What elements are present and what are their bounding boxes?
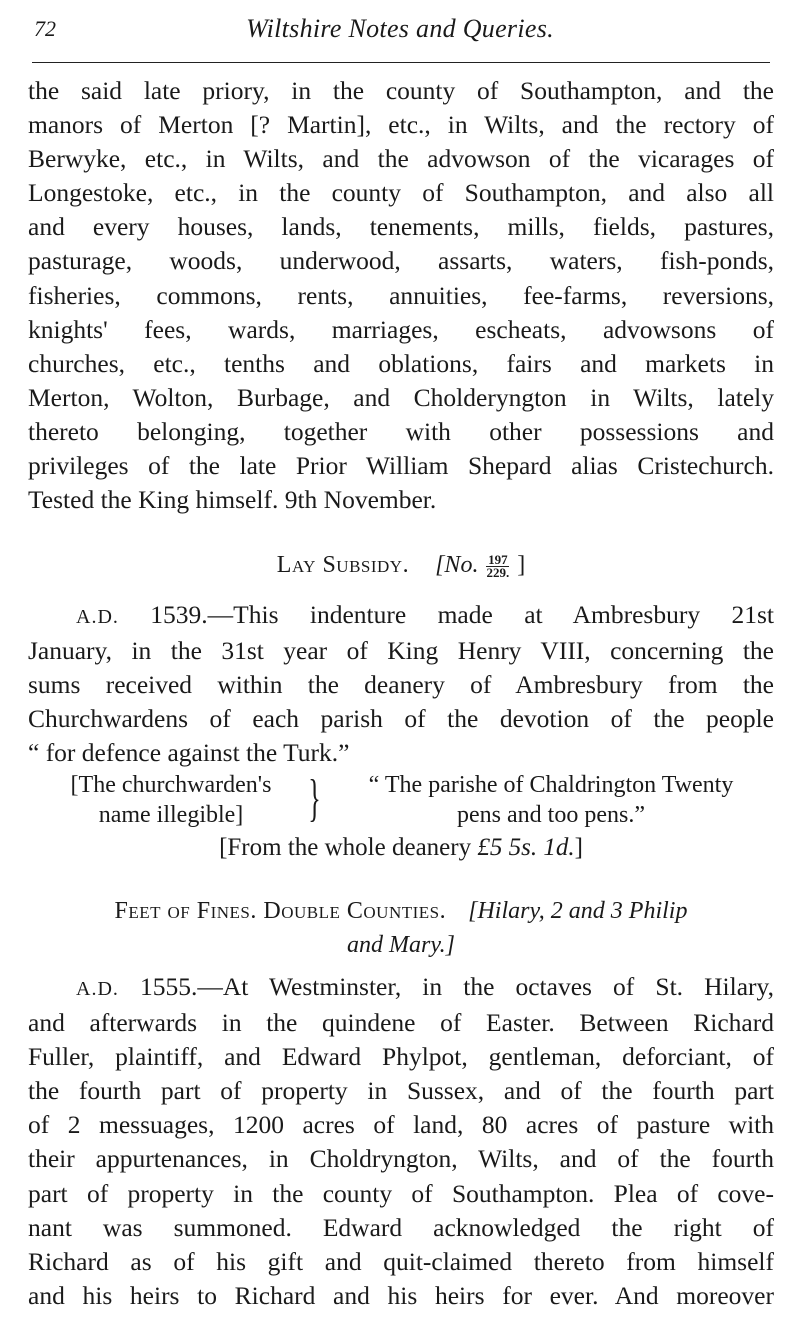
fines-heading-ref-line-2: and Mary.]	[347, 932, 455, 958]
text-line: the said late priory, in the county of Southampton, and the	[28, 76, 774, 105]
deanery-total	[28, 834, 774, 862]
heading-ref-suffix: ]	[517, 552, 526, 578]
text-line: churches, etc., tenths and oblations, fairs and markets in	[28, 348, 774, 378]
document-reference-fraction	[486, 551, 510, 580]
lay-subsidy-first-line-text: 1539.—This indenture made at Ambresbury 21st	[118, 600, 774, 629]
text-line: Richard as of his gift and quit-claimed thereto from himself	[28, 1246, 774, 1276]
ref-denominator: 229.	[486, 564, 510, 580]
brace-symbol: }	[308, 770, 321, 827]
text-line: privileges of the late Prior William Shepard alias Cristechurch.	[28, 451, 774, 481]
text-line: sums received within the deanery of Ambresbury from the	[28, 670, 774, 700]
text-line: knights' fees, wards, marriages, escheats, advowsons of	[28, 314, 774, 344]
parish-payment-note	[328, 770, 774, 830]
text-line: the fourth part of property in Sussex, and of the fourth part	[28, 1076, 774, 1106]
text-line: manors of Merton [? Martin], etc., in Wilts, and the rectory of	[28, 110, 774, 140]
text-line: Longestoke, etc., in the county of Southampton, and also all	[28, 178, 774, 208]
text-line: nant was summoned. Edward acknowledged the right of	[28, 1212, 774, 1242]
total-suffix: ]	[574, 834, 583, 861]
page-number: 72	[34, 16, 56, 41]
total-prefix: [From the whole deanery	[219, 834, 478, 861]
fines-heading-label: Feet of Fines. Double Counties.	[114, 898, 447, 924]
journal-title: Wiltshire Notes and Queries.	[246, 14, 554, 43]
heading-ref-prefix: [No.	[435, 552, 479, 578]
text-line: “ for defence against the Turk.”	[28, 738, 350, 768]
continuation-paragraph	[28, 74, 774, 517]
text-line: and his heirs to Richard and his heirs for ever. And moreover	[28, 1280, 774, 1310]
lay-subsidy-paragraph	[28, 598, 774, 770]
text-line: thereto belonging, together with other possessions and	[28, 416, 774, 446]
lay-subsidy-first-line	[28, 598, 774, 634]
text-line: pasturage, woods, underwood, assarts, waters, fish-ponds,	[28, 246, 774, 276]
text-line: Tested the King himself. 9th November.	[28, 485, 437, 515]
brace-left-line-1: [The churchwarden's	[70, 772, 272, 798]
fines-ad-label: A.D.	[76, 978, 119, 1000]
fines-first-line-text: 1555.—At Westminster, in the octaves of St. Hilary,	[118, 972, 774, 1001]
text-line: of 2 messuages, 1200 acres of land, 80 acres of pasture with	[28, 1110, 774, 1140]
fines-first-line	[28, 970, 774, 1006]
header-rule	[32, 62, 770, 63]
text-line: and every houses, lands, tenements, mills, fields, pastures,	[28, 212, 774, 242]
text-line: their appurtenances, in Choldryngton, Wilts, and of the fourth	[28, 1144, 774, 1174]
text-line: Merton, Wolton, Burbage, and Cholderyngton in Wilts, lately	[28, 382, 774, 412]
ad-label: A.D.	[76, 606, 119, 628]
brace-left-line-2: name illegible]	[98, 802, 244, 828]
fines-heading-ref-line-1: [Hilary, 2 and 3 Philip	[468, 898, 688, 924]
text-line: Fuller, plaintiff, and Edward Phylpot, gentleman, deforciant, of	[28, 1042, 774, 1072]
churchwarden-name-note	[40, 770, 302, 830]
total-amount: £5 5s. 1d.	[477, 834, 575, 861]
brace-right-line-2: pens and too pens.”	[457, 802, 645, 828]
text-line: fisheries, commons, rents, annuities, fee-farms, reversions,	[28, 280, 774, 310]
ref-numerator: 197	[488, 551, 508, 567]
heading-label: Lay Subsidy.	[276, 552, 410, 578]
text-line: and afterwards in the quindene of Easter. Between Richard	[28, 1008, 774, 1038]
text-line: Churchwardens of each parish of the devotion of the people	[28, 704, 774, 734]
text-line: January, in the 31st year of King Henry VIII, concerning the	[28, 636, 774, 666]
brace-right-line-1: “ The parishe of Chaldrington Twenty	[368, 772, 734, 798]
text-line: Berwyke, etc., in Wilts, and the advowson of the vicarages of	[28, 144, 774, 174]
lay-subsidy-heading	[28, 552, 774, 579]
feet-of-fines-paragraph	[28, 970, 774, 1313]
running-head	[30, 14, 770, 54]
text-line: part of property in the county of Southampton. Plea of cove-	[28, 1178, 774, 1208]
feet-of-fines-heading	[28, 894, 774, 962]
churchwarden-entry	[40, 770, 774, 836]
